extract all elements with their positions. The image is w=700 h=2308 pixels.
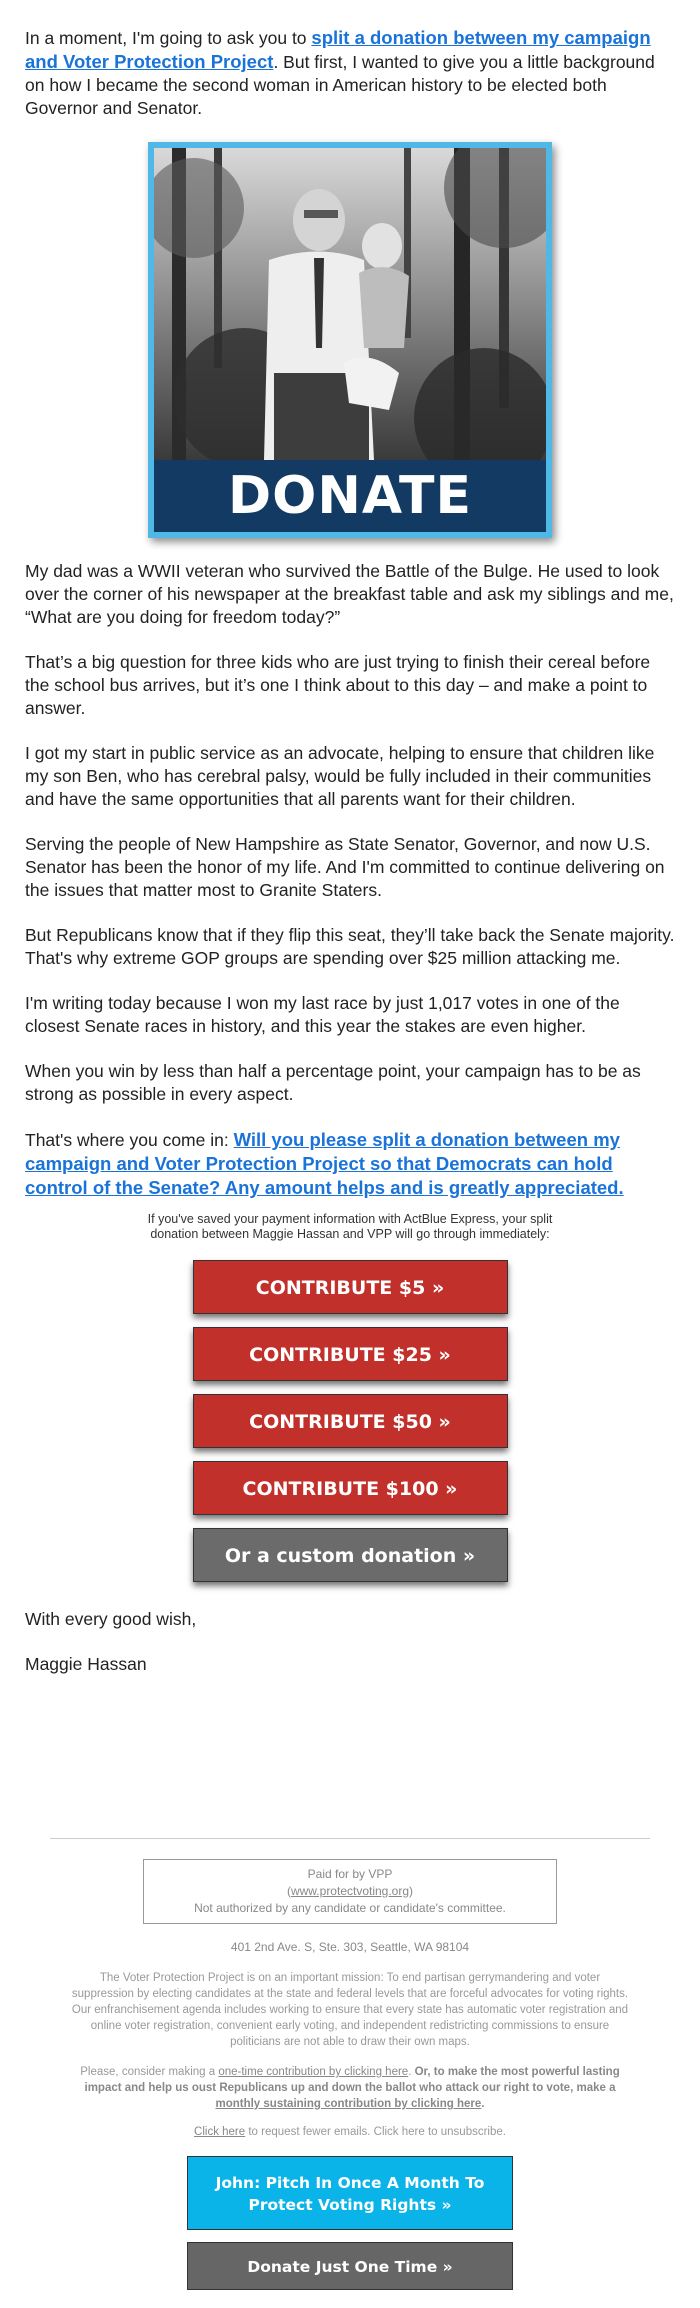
contribute-50-button[interactable]: CONTRIBUTE $50 » <box>193 1394 508 1448</box>
not-authorized-line: Not authorized by any candidate or candidate's committee. <box>194 1901 506 1915</box>
contrib-text: Please, consider making a <box>80 2066 219 2078</box>
donate-caption: DONATE <box>154 460 546 532</box>
site-line <box>148 1883 552 1900</box>
signature: Maggie Hassan <box>25 1654 147 1674</box>
site-open-paren: ( <box>286 1884 291 1898</box>
paid-by-line: Paid for by VPP <box>307 1867 393 1881</box>
website-link[interactable]: www.protectvoting.org <box>290 1884 410 1898</box>
intro-text-after: . But first, I wanted to give you a little background on how I became the second woman in American history to be elected both Governor and Senator. <box>25 52 655 118</box>
intro-paragraph <box>25 26 675 120</box>
intro-text: In a moment, I'm going to ask you to <box>25 28 312 48</box>
actblue-express-note: If you've saved your payment information with ActBlue Express, your split donation between Maggie Hassan and VPP will go through immediately: <box>147 1212 553 1241</box>
closing-line: With every good wish, <box>25 1609 197 1629</box>
donate-one-time-button[interactable]: Donate Just One Time » <box>187 2242 513 2290</box>
contribution-note <box>50 2064 650 2112</box>
paragraph-serving: Serving the people of New Hampshire as State Senator, Governor, and now U.S. Senator has been the honor of my life. And I'm committed to continue delivering on the issues that matter most to Granite Staters. <box>25 834 665 900</box>
father-daughter-photo <box>154 148 546 460</box>
custom-donation-button[interactable]: Or a custom donation » <box>193 1528 508 1582</box>
paragraph-win-margin: When you win by less than half a percentage point, your campaign has to be as strong as possible in every aspect. <box>25 1061 641 1104</box>
paid-for-box <box>143 1859 557 1924</box>
fewer-emails-link[interactable]: Click here <box>194 2126 246 2138</box>
footer <box>50 1838 650 2302</box>
ask-paragraph <box>25 1128 675 1200</box>
paragraph-advocate: I got my start in public service as an advocate, helping to ensure that children like my son Ben, who has cerebral palsy, would be fully included in their communities and have the same opportunities that all parents want for their children. <box>25 743 655 809</box>
contribute-5-button[interactable]: CONTRIBUTE $5 » <box>193 1260 508 1314</box>
footer-divider <box>50 1838 650 1839</box>
mailing-address: 401 2nd Ave. S, Ste. 303, Seattle, WA 98104 <box>230 1940 470 1954</box>
unsubscribe-text: to request fewer emails. Click here to unsubscribe. <box>245 2126 506 2138</box>
paragraph-last-race: I'm writing today because I won my last race by just 1,017 votes in one of the closest Senate races in history, and this year the stakes are even higher. <box>25 993 620 1036</box>
one-time-contribution-link[interactable]: one-time contribution by clicking here <box>218 2066 409 2078</box>
contrib-bold-text: Or, to make the most powerful lasting impact and help us oust Republicans up and down the ballot who attack our right to vote, make a <box>84 2066 620 2094</box>
intro-split-donation-link[interactable]: split a donation between my campaign and Voter Protection Project <box>25 27 651 72</box>
unsubscribe-line <box>50 2126 650 2138</box>
monthly-pitch-in-button[interactable]: John: Pitch In Once A Month To Protect Voting Rights » <box>187 2156 513 2230</box>
ask-split-donation-link[interactable]: Will you please split a donation between my campaign and Voter Protection Project so that Democrats can hold control of the Senate? Any amount helps and is greatly appreciated. <box>25 1129 624 1198</box>
paragraph-dad: My dad was a WWII veteran who survived the Battle of the Bulge. He used to look over the corner of his newspaper at the breakfast table and ask my siblings and me, “What are you doing for freedom today?” <box>25 561 674 627</box>
contribute-100-button[interactable]: CONTRIBUTE $100 » <box>193 1461 508 1515</box>
paragraph-republicans: But Republicans know that if they flip this seat, they’ll take back the Senate majority. That's why extreme GOP groups are spending over $25 million attacking me. <box>25 925 675 968</box>
monthly-contribution-link[interactable]: monthly sustaining contribution by clicking here <box>215 2098 482 2110</box>
contrib-end: . <box>481 2098 485 2110</box>
ask-text: That's where you come in: <box>25 1130 234 1150</box>
paragraph-big-question: That’s a big question for three kids who are just trying to finish their cereal before the school bus arrives, but it’s one I think about to this day – and make a point to answer. <box>25 652 651 718</box>
donate-photo-banner[interactable] <box>148 142 552 538</box>
contrib-sep: . <box>408 2066 415 2078</box>
contribute-25-button[interactable]: CONTRIBUTE $25 » <box>193 1327 508 1381</box>
mission-statement: The Voter Protection Project is on an important mission: To end partisan gerrymandering and voter suppression by electing candidates at the state and federal levels that are forceful advocates for voting rights. Our enfranchisement agenda includes working to ensure that every state has automatic voter registration and online voter registration, convenient early voting, and independent redistricting commissions to ensure politicians are not able to draw their own maps. <box>71 1972 629 2048</box>
site-close-paren: ) <box>409 1884 414 1898</box>
email-body <box>25 26 675 1676</box>
